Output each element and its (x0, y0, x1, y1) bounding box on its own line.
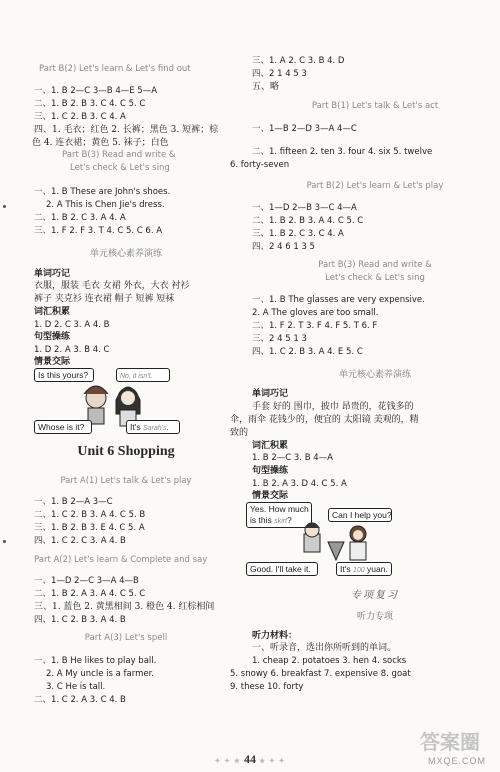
answer-line: 1. D 2. C 3. A 4. B (34, 320, 110, 330)
answer-line: 三、1. B 2. C 3. C 4. A (252, 229, 344, 239)
answer-line: 二、1. fifteen 2. ten 3. four 4. six 5. twelve (252, 147, 433, 157)
core-section-title: 单元核心素养演练 (89, 249, 162, 259)
label-vocab: 单词巧记 (34, 269, 71, 279)
listening-title: 听力专项 (356, 612, 393, 622)
answer-line: 1. B 2—C 3. B 4—A (252, 453, 333, 463)
answer-line: 四、1. C 2. B 3. A 4. B (34, 615, 126, 625)
answer-line: 一、1. B He likes to play ball. (34, 656, 157, 666)
answer-line: 二、1. C 2. A 3. C 4. B (34, 695, 126, 705)
star-icon: ★ ✦ ✦ (259, 757, 286, 765)
section-title-rb3-line2: Let's check & Let's sing (325, 273, 425, 283)
answer-line: 6. forty-seven (230, 160, 290, 170)
answer-line: 三、1. F 2. F 3. T 4. C 5. C 6. A (34, 226, 163, 236)
unit-title: Unit 6 Shopping (77, 444, 175, 459)
margin-mark (3, 205, 6, 208)
label-accumulation: 词汇积累 (34, 307, 71, 317)
answer-line: 一、1. B 2—C 3—B 4—E 5—A (34, 86, 158, 96)
section-title-rb3: Part B(3) Read and write & (318, 260, 432, 270)
answer-line: 二、1. F 2. T 3. F 4. F 5. T 6. F (252, 321, 378, 331)
watermark-logo: 答案圈 MXQE.COM (420, 730, 486, 766)
speech-bubble: Can I help you? (328, 508, 392, 522)
answer-line: 三、1. C 2. B 3. C 4. A (34, 112, 126, 122)
answer-line: 四、1. 毛衣；红色 2. 长裤；黑色 3. 短裤；棕 (34, 125, 219, 135)
label-accumulation: 词汇积累 (252, 441, 289, 451)
answer-line: 二、1. B 2. B 3. A 4. C 5. C (252, 216, 364, 226)
label-dialogue: 情景交际 (34, 357, 71, 367)
page-number: ✦ ✦ ★ 44 ★ ✦ ✦ (214, 752, 286, 766)
label-listening-material: 听力材料： (252, 631, 298, 641)
section-title-a3: Part A(3) Let's spell (84, 633, 168, 643)
label-vocab: 单词巧记 (252, 389, 289, 399)
section-title-a2: Part A(2) Let's learn & Complete and say (34, 555, 208, 565)
speech-bubble: Is this yours? (34, 368, 94, 382)
answer-line: 色 4. 连衣裙；黄色 5. 袜子；白色 (32, 138, 169, 148)
answer-line: 一、1—B 2—D 3—A 4—C (252, 124, 357, 134)
review-title: 专项复习 (351, 590, 399, 601)
speech-bubble: Yes. How much is this skirt? (246, 502, 312, 528)
shopping-illustration (246, 502, 396, 580)
section-title-a1: Part A(1) Let's talk & Let's play (60, 476, 192, 486)
answer-line: 四、2 1 4 5 3 (252, 69, 307, 79)
section-title-b2: Part B(2) Let's learn & Let's find out (39, 64, 191, 74)
answer-line: 一、1—D 2—C 3—A 4—B (34, 576, 139, 586)
answer-line: 二、1. B 2. A 3. A 4. C 5. C (34, 589, 146, 599)
label-sentences: 句型操练 (34, 332, 71, 342)
speech-bubble: No, it isn't. (116, 368, 170, 382)
section-title-b3-line2: Let's check & Let's sing (70, 163, 170, 173)
listening-line: 9. these 10. forty (230, 682, 304, 692)
shop-cartoon-icon (298, 520, 378, 566)
answer-line: 三、1. B 2. B 3. E 4. C 5. A (34, 523, 145, 533)
label-sentences: 句型操练 (252, 466, 289, 476)
answer-line: 一、1. B 2—A 3—C (34, 497, 113, 507)
section-title-b3: Part B(3) Read and write & (62, 150, 176, 160)
star-icon: ✦ ✦ ★ (214, 757, 241, 765)
listening-line: 一、听录音，选出你所听到的单词。 (252, 643, 397, 653)
answer-line: 五、略 (252, 82, 280, 92)
answer-line: 三、1. 蓝色 2. 黄黑相间 3. 橙色 4. 红棕相间 (34, 602, 215, 612)
answer-line: 2. A This is Chen Jie's dress. (46, 200, 165, 210)
answer-line: 四、1. C 2. B 3. A 4. E 5. C (252, 347, 363, 357)
answer-line: 三、1. A 2. C 3. B 4. D (252, 56, 345, 66)
answer-line: 2. A The gloves are too small. (252, 308, 379, 318)
answer-line: 1. D 2. A 3. B 4. C (34, 345, 110, 355)
margin-mark (3, 540, 6, 543)
answer-line: 四、1. C 2. C 3. A 4. B (34, 536, 126, 546)
label-dialogue: 情景交际 (252, 491, 289, 501)
speech-bubble: It's 100 yuan. (336, 562, 392, 576)
answer-line: 四、2 4 6 1 3 5 (252, 242, 315, 252)
answer-line: 1. B 2. A 3. D 4. C 5. A (252, 479, 347, 489)
vocab-line: 衣服，服装 毛衣 女裙 外衣，大衣 衬衫 (34, 281, 190, 291)
section-title-rb1: Part B(1) Let's talk & Let's act (311, 101, 439, 111)
answer-line: 三、2 4 5 1 3 (252, 334, 307, 344)
vocab-line: 伞，雨伞 花钱少的，便宜的 太阳镜 美观的，精 (230, 415, 419, 425)
answer-line: 一、1—D 2—B 3—C 4—A (252, 203, 357, 213)
answer-line: 二、1. B 2. B 3. C 4. C 5. C (34, 99, 146, 109)
answer-line: 一、1. B The glasses are very expensive. (252, 295, 425, 305)
vocab-line: 裤子 夹克衫 连衣裙 帽子 短裤 短袜 (34, 294, 175, 304)
dialogue-illustration (34, 368, 184, 440)
answer-line: 3. C He is tall. (46, 682, 106, 692)
answer-line: 2. A My uncle is a farmer. (46, 669, 155, 679)
listening-line: 1. cheap 2. potatoes 3. hen 4. socks (252, 656, 407, 666)
speech-bubble: It's Sarah's. (126, 420, 180, 434)
speech-bubble: Good. I'll take it. (246, 562, 318, 576)
vocab-line: 手套 好的 围巾，披巾 昂贵的，花钱多的 (252, 402, 414, 412)
answer-line: 二、1. C 2. B 3. A 4. C 5. B (34, 510, 146, 520)
answer-line: 一、1. B These are John's shoes. (34, 187, 171, 197)
vocab-line: 致的 (230, 428, 249, 438)
section-title-rb2: Part B(2) Let's learn & Let's play (306, 181, 444, 191)
core-section-title: 单元核心素养演练 (338, 370, 411, 380)
listening-line: 5. snowy 6. breakfast 7. expensive 8. goat (230, 669, 411, 679)
answer-line: 二、1. B 2. C 3. A 4. A (34, 213, 126, 223)
speech-bubble: Whose is it? (34, 420, 92, 434)
